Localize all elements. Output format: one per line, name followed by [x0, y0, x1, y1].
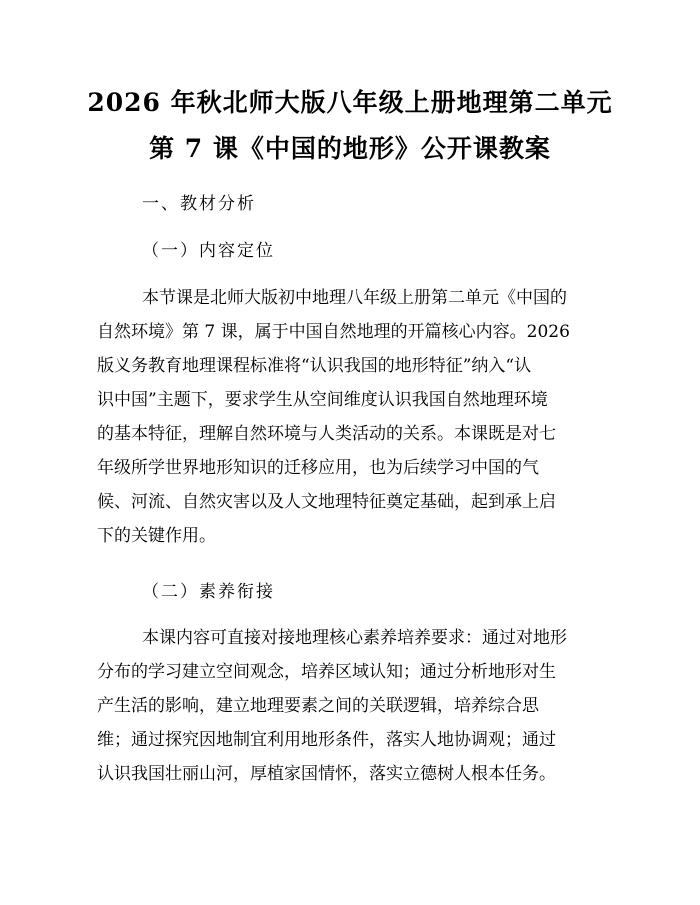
paragraph-line: 本课内容可直接对接地理核心素养培养要求：通过对地形 — [142, 628, 567, 648]
paragraph-line: 认识我国壮丽山河，厚植家国情怀，落实立德树人根本任务。 — [97, 764, 556, 784]
document-title-line-2: 第 7 课《中国的地形》公开课教案 — [149, 134, 551, 163]
paragraph-line: 的基本特征，理解自然环境与人类活动的关系。本课既是对七 — [97, 424, 556, 444]
paragraph-line: 本节课是北师大版初中地理八年级上册第二单元《中国的 — [142, 288, 567, 308]
subsection-heading-literacy-connection: （二）素养衔接 — [142, 582, 275, 602]
paragraph-line: 下的关键作用。 — [97, 526, 216, 546]
section-heading-teaching-material-analysis: 一、教材分析 — [142, 194, 256, 214]
subsection-heading-content-positioning: （一）内容定位 — [142, 241, 275, 261]
document-title-line-1: 2026 年秋北师大版八年级上册地理第二单元 — [87, 88, 613, 117]
paragraph-line: 年级所学世界地形知识的迁移应用，也为后续学习中国的气 — [97, 458, 539, 478]
paragraph-line: 产生活的影响，建立地理要素之间的关联逻辑，培养综合思 — [97, 696, 539, 716]
paragraph-line: 维；通过探究因地制宜利用地形条件，落实人地协调观；通过 — [97, 730, 556, 750]
paragraph-line: 候、河流、自然灾害以及人文地理特征奠定基础，起到承上启 — [97, 492, 556, 512]
paragraph-line: 识中国”主题下，要求学生从空间维度认识我国自然地理环境 — [97, 390, 548, 410]
paragraph-line: 版义务教育地理课程标准将“认识我国的地形特征”纳入“认 — [97, 356, 532, 376]
paragraph-line: 自然环境》第 7 课，属于中国自然地理的开篇核心内容。2026 — [97, 322, 570, 342]
paragraph-line: 分布的学习建立空间观念，培养区域认知；通过分析地形对生 — [97, 662, 556, 682]
